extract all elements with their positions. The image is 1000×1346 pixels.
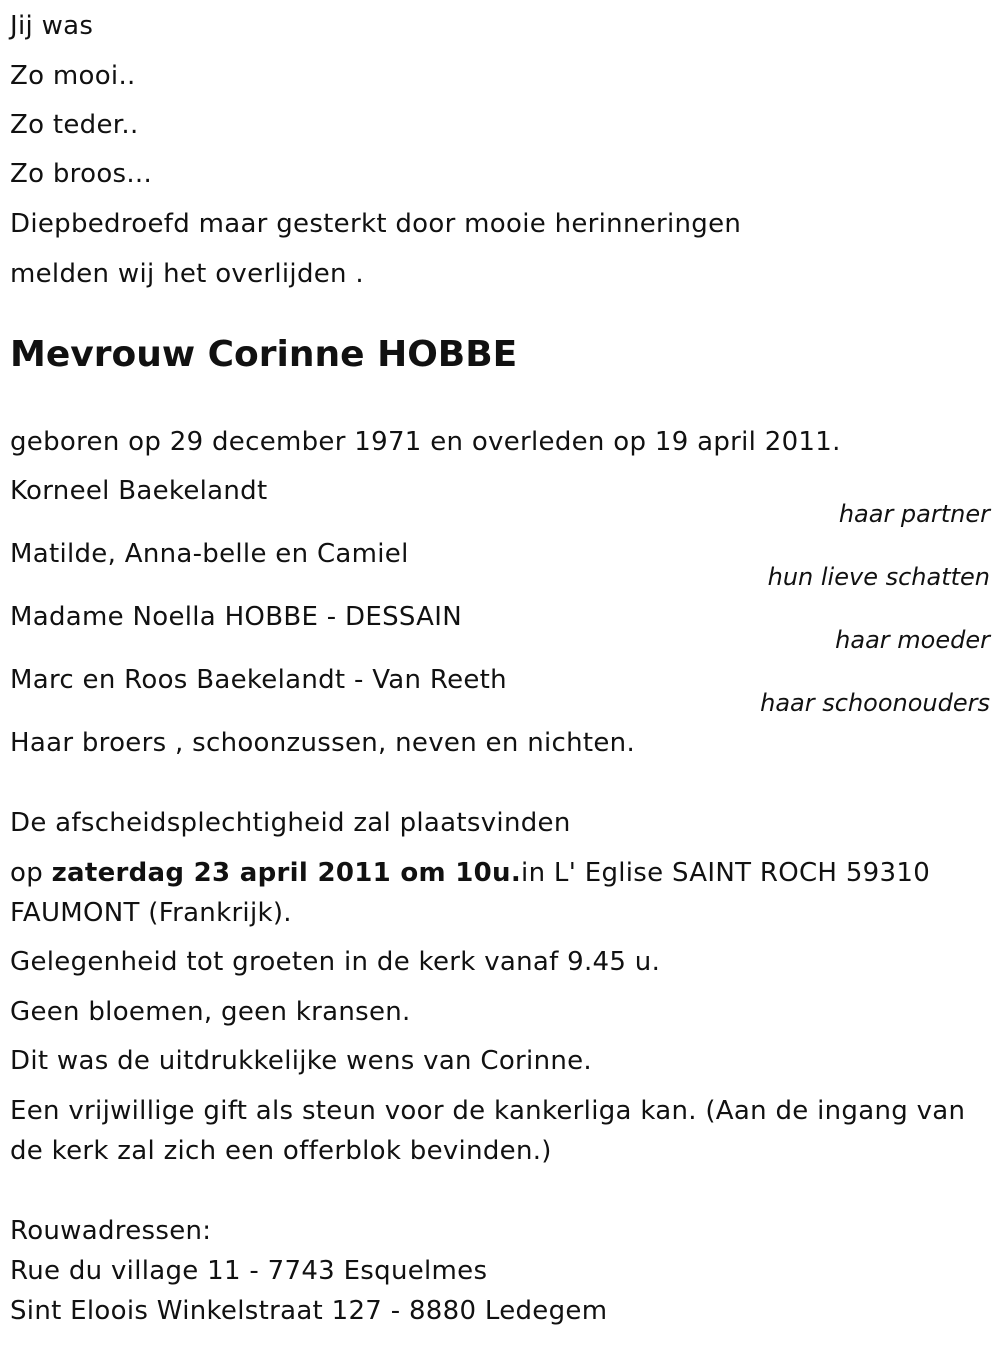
address-item: Sint Eloois Winkelstraat 127 - 8880 Ledegem (10, 1296, 608, 1326)
ceremony-place-line2: FAUMONT (Frankrijk). (10, 898, 292, 928)
wish-info: Dit was de uitdrukkelijke wens van Corinne. (10, 1046, 592, 1076)
family-member-role: haar partner (838, 500, 990, 528)
greeting-info: Gelegenheid tot groeten in de kerk vanaf 9.45 u. (10, 947, 661, 977)
addresses-heading: Rouwadressen: (10, 1216, 212, 1246)
intro-line: Diepbedroefd maar gesterkt door mooie herinneringen (10, 209, 742, 239)
ceremony-datetime-line (10, 858, 930, 888)
gift-info-line2: de kerk zal zich een offerblok bevinden.) (10, 1136, 552, 1166)
deceased-name: Mevrouw Corinne HOBBE (10, 334, 518, 375)
gift-info-line1: Een vrijwillige gift als steun voor de kankerliga kan. (Aan de ingang van (10, 1096, 966, 1126)
poem-line: Zo teder.. (10, 110, 139, 140)
family-member-name: Marc en Roos Baekelandt - Van Reeth (10, 665, 507, 695)
address-item: Rue du village 11 - 7743 Esquelmes (10, 1256, 488, 1286)
family-member-role: haar schoonouders (760, 689, 990, 717)
poem-line: Zo broos... (10, 159, 153, 189)
birth-death-dates: geboren op 29 december 1971 en overleden op 19 april 2011. (10, 427, 841, 457)
family-member-role: hun lieve schatten (767, 563, 990, 591)
family-member-name: Matilde, Anna-belle en Camiel (10, 539, 409, 569)
intro-line: melden wij het overlijden . (10, 259, 364, 289)
ceremony-prefix: op (10, 858, 52, 888)
family-member-role: haar moeder (835, 626, 990, 654)
ceremony-place: in L' Eglise SAINT ROCH 59310 (521, 858, 931, 888)
family-member-name: Madame Noella HOBBE - DESSAIN (10, 602, 462, 632)
no-flowers-info: Geen bloemen, geen kransen. (10, 997, 411, 1027)
poem-line: Zo mooi.. (10, 61, 136, 91)
ceremony-intro: De afscheidsplechtigheid zal plaatsvinden (10, 808, 571, 838)
relatives-line: Haar broers , schoonzussen, neven en nichten. (10, 728, 636, 758)
ceremony-date: zaterdag 23 april 2011 om 10u. (51, 858, 522, 888)
poem-line: Jij was (10, 11, 94, 41)
family-member-name: Korneel Baekelandt (10, 476, 268, 506)
